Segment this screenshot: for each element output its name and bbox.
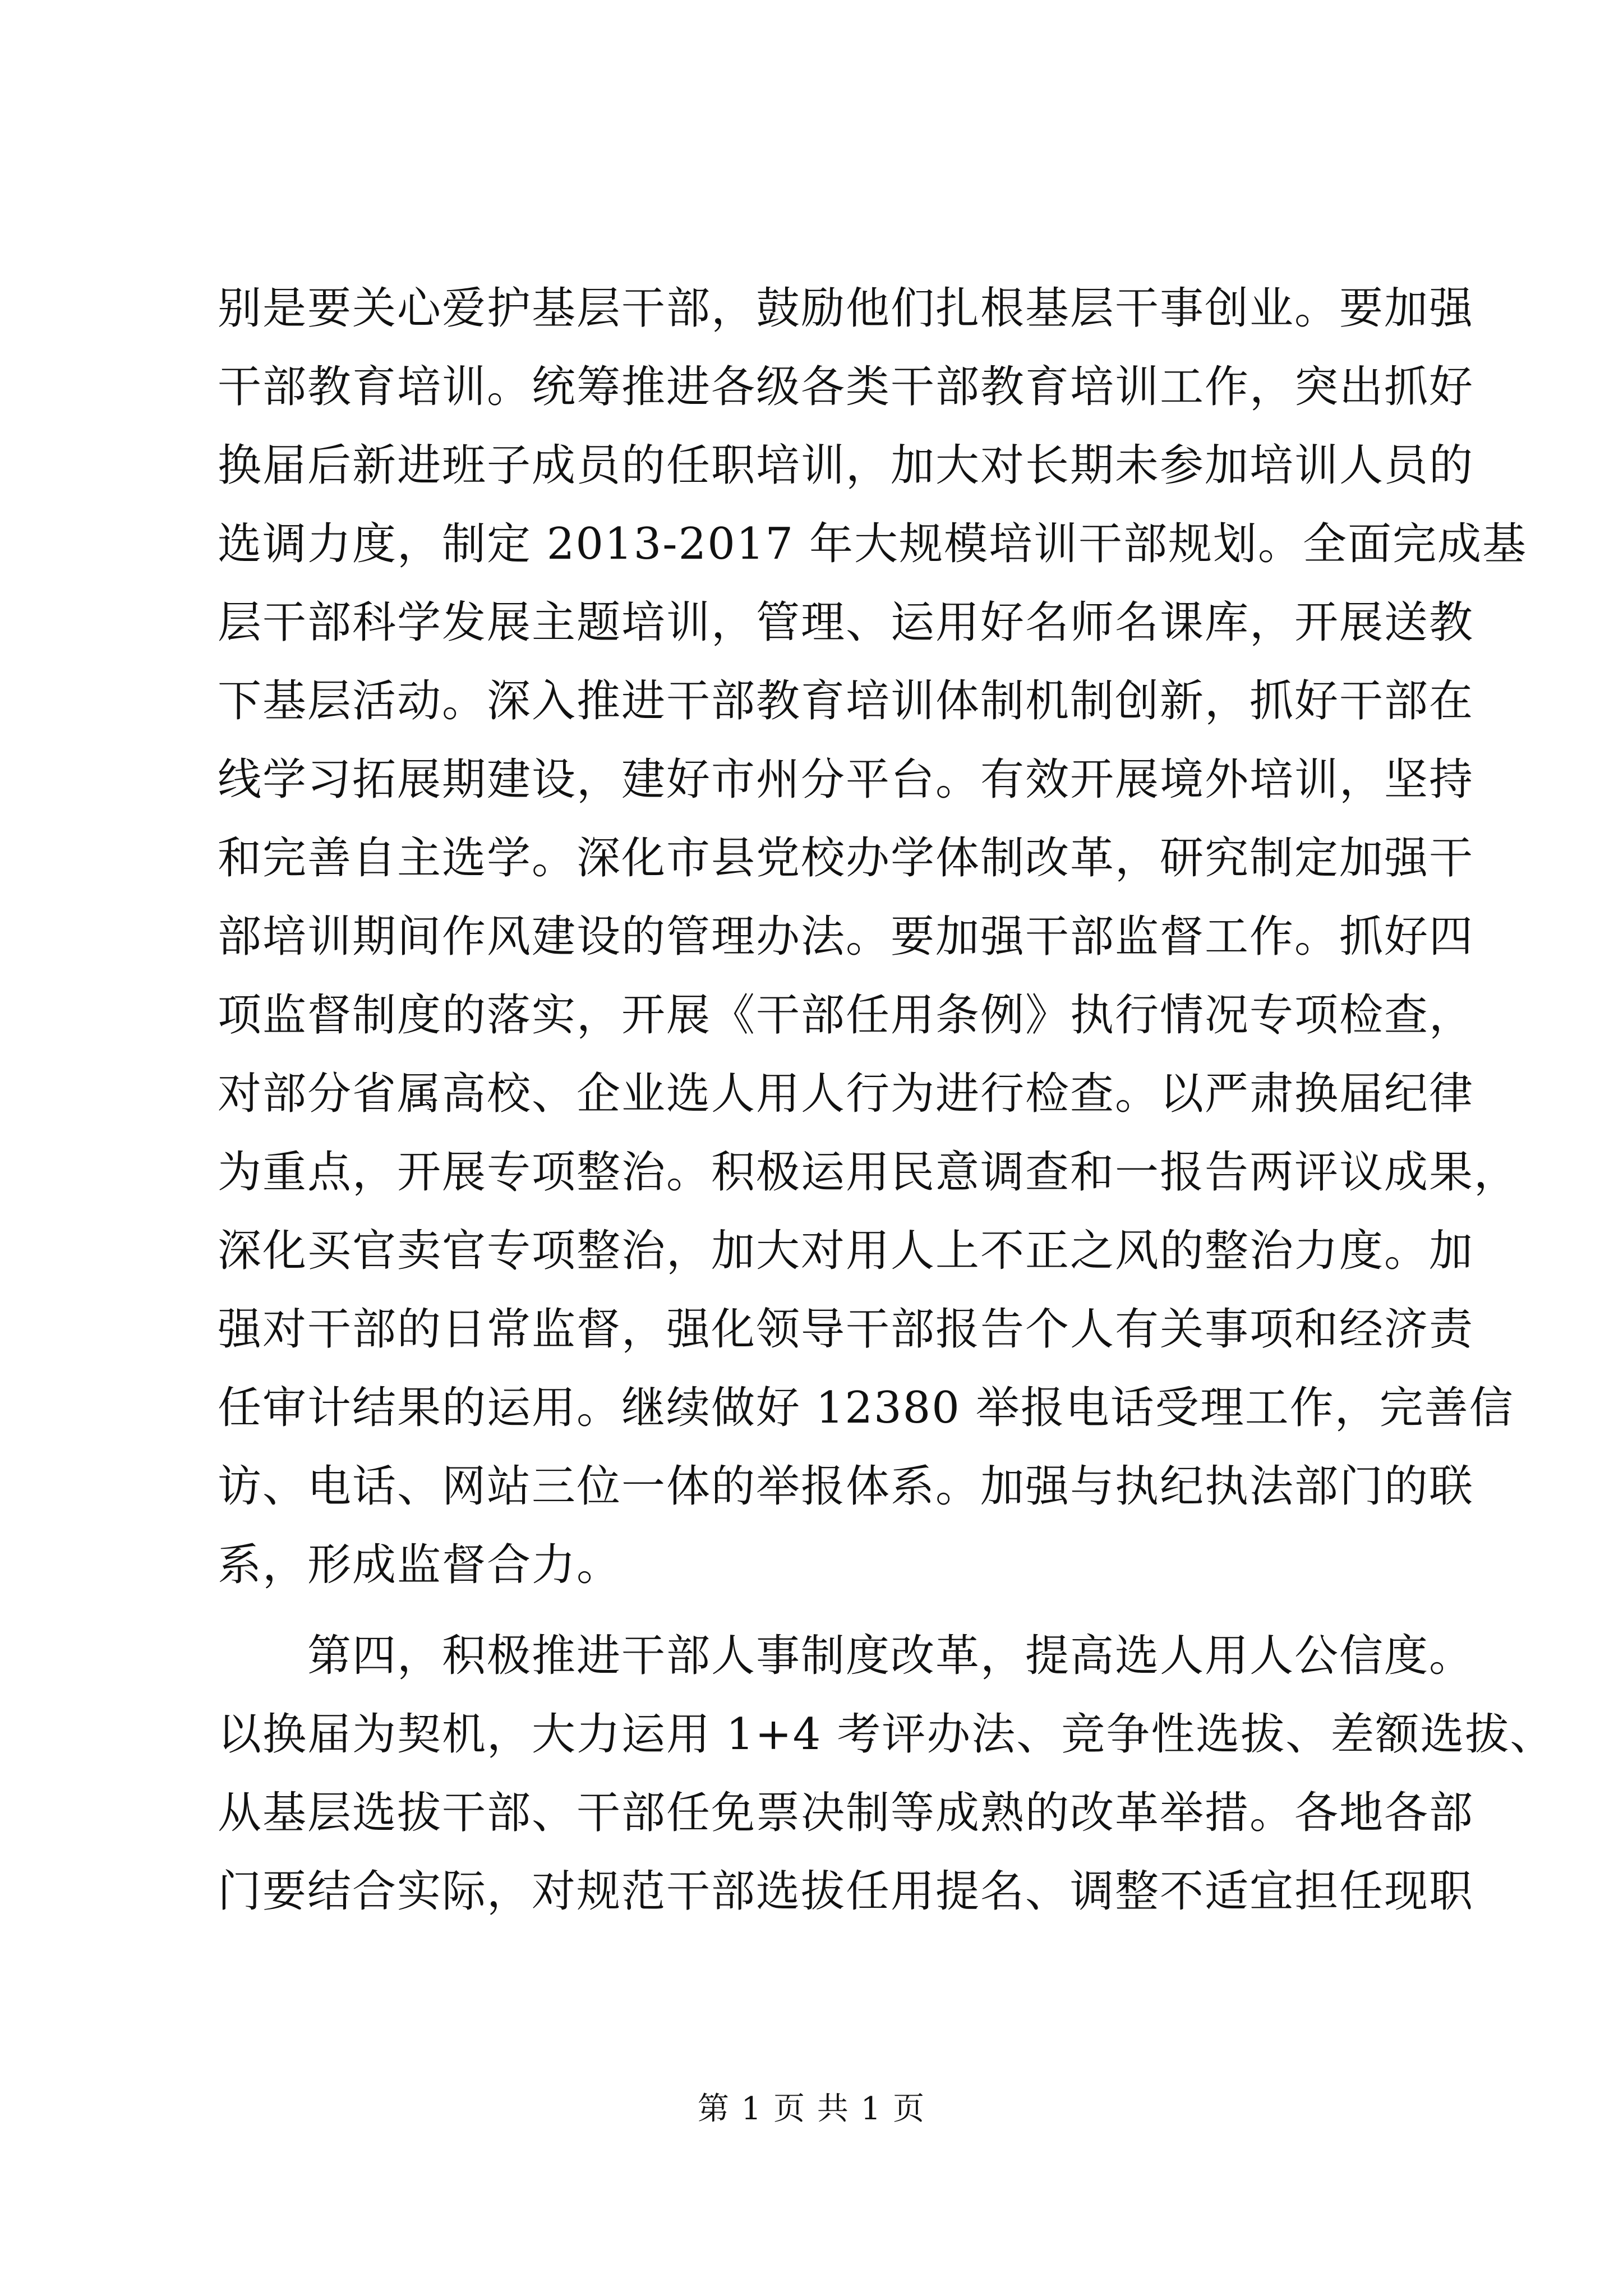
- text-line: 门要结合实际，对规范干部选拔任用提名、调整不适宜担任现职: [218, 1866, 1474, 1917]
- paragraph-first-line: 第四，积极推进干部人事制度改革，提高选人用人公信度。: [307, 1631, 1474, 1681]
- text-line: 换届后新进班子成员的任职培训，加大对长期未参加培训人员的: [218, 440, 1474, 491]
- text-line: 层干部科学发展主题培训，管理、运用好名师名课库，开展送教: [218, 597, 1474, 648]
- text-line: 以换届为契机，大力运用 1+4 考评办法、竞争性选拔、差额选拔、: [218, 1709, 1555, 1760]
- text-line: 任审计结果的运用。继续做好 12380 举报电话受理工作，完善信: [218, 1383, 1514, 1433]
- text-line: 部培训期间作风建设的管理办法。要加强干部监督工作。抓好四: [218, 912, 1474, 962]
- page-footer: 第 1 页 共 1 页: [697, 2091, 926, 2127]
- text-line: 访、电话、网站三位一体的举报体系。加强与执纪执法部门的联: [218, 1461, 1474, 1512]
- text-line: 对部分省属高校、企业选人用人行为进行检查。以严肃换届纪律: [218, 1069, 1474, 1119]
- text-line: 从基层选拔干部、干部任免票决制等成熟的改革举措。各地各部: [218, 1788, 1474, 1838]
- text-line: 别是要关心爱护基层干部，鼓励他们扎根基层干事创业。要加强: [218, 283, 1474, 334]
- document-body: [218, 269, 1555, 1931]
- text-line: 项监督制度的落实，开展《干部任用条例》执行情况专项检查，: [218, 990, 1474, 1041]
- text-line: 和完善自主选学。深化市县党校办学体制改革，研究制定加强干: [218, 833, 1474, 884]
- text-line: 为重点，开展专项整治。积极运用民意调查和一报告两评议成果，: [218, 1147, 1519, 1198]
- paragraph-gap: [218, 1604, 1423, 1617]
- text-line: 强对干部的日常监督，强化领导干部报告个人有关事项和经济责: [218, 1304, 1474, 1355]
- text-line: 选调力度，制定 2013-2017 年大规模培训干部规划。全面完成基: [218, 519, 1527, 569]
- text-line: 下基层活动。深入推进干部教育培训体制机制创新，抓好干部在: [218, 676, 1474, 726]
- text-line: 线学习拓展期建设，建好市州分平台。有效开展境外培训，坚持: [218, 754, 1474, 805]
- paragraph-end-line: 系，形成监督合力。: [218, 1540, 622, 1590]
- text-line: 深化买官卖官专项整治，加大对用人上不正之风的整治力度。加: [218, 1226, 1474, 1276]
- text-line: 干部教育培训。统筹推进各级各类干部教育培训工作，突出抓好: [218, 362, 1474, 412]
